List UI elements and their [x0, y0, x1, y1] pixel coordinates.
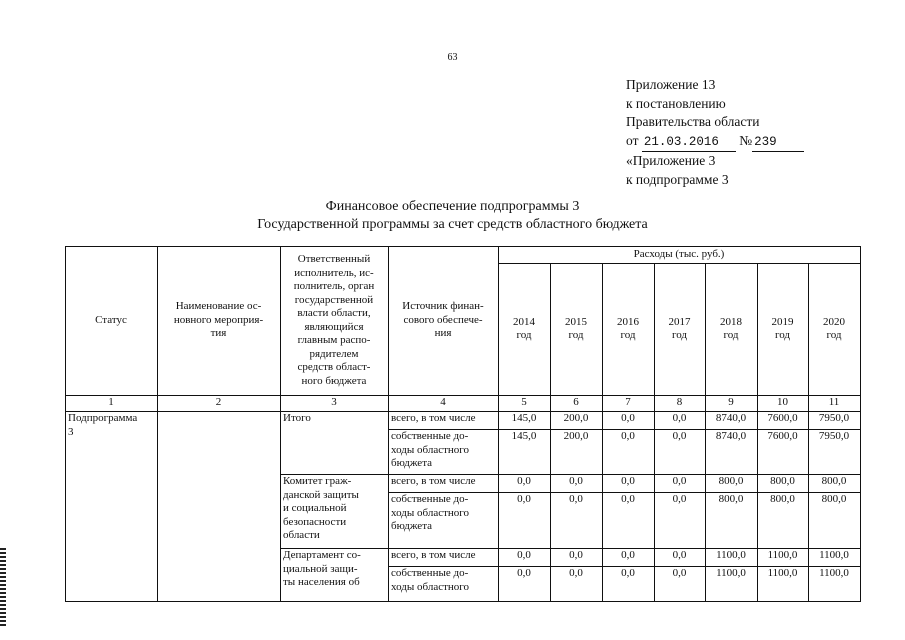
- value-cell: 800,0: [821, 475, 847, 487]
- column-number: 6: [573, 396, 579, 409]
- column-number: 10: [777, 396, 788, 409]
- column-number: 5: [521, 396, 527, 409]
- page-number: 63: [447, 52, 458, 63]
- value-cell: 1100,0: [767, 549, 798, 561]
- executor-cell: Комитет граж- данской защиты и социальной безопасности области: [283, 475, 359, 541]
- value-cell: 0,0: [672, 493, 687, 505]
- header-year: 2017 год: [668, 315, 691, 341]
- table-grid-line: [602, 263, 603, 602]
- value-cell: 0,0: [621, 549, 635, 561]
- title-line-1: Финансовое обеспечение подпрограммы 3: [325, 199, 580, 214]
- value-cell: 1100,0: [716, 567, 746, 579]
- header-year: 2016 год: [617, 315, 639, 341]
- value-cell: 8740,0: [715, 412, 747, 424]
- header-year: 2014 год: [513, 315, 535, 341]
- header-status: Статус: [95, 313, 127, 326]
- header-expenses: Расходы (тыс. руб.): [633, 247, 725, 260]
- column-number: 1: [108, 396, 114, 409]
- table-grid-line: [550, 263, 551, 602]
- column-number: 3: [331, 396, 337, 409]
- value-cell: 0,0: [569, 549, 583, 561]
- value-cell: 800,0: [770, 493, 795, 505]
- table-grid-line: [65, 246, 66, 602]
- column-number: 8: [676, 396, 683, 409]
- source-cell: собственные до- ходы областного: [391, 567, 470, 593]
- value-cell: 0,0: [569, 567, 583, 579]
- table-grid-line: [705, 263, 706, 602]
- value-cell: 8740,0: [715, 430, 747, 442]
- value-cell: 800,0: [770, 475, 795, 487]
- value-cell: 7950,0: [818, 430, 850, 442]
- document-title: [0, 198, 905, 234]
- value-cell: 0,0: [621, 430, 635, 442]
- column-number: 9: [728, 396, 734, 409]
- value-cell: 145,0: [511, 430, 537, 442]
- table-grid-line: [157, 246, 158, 602]
- value-cell: 0,0: [672, 412, 687, 424]
- header-year: 2020 год: [823, 315, 845, 341]
- value-cell: 0,0: [517, 493, 531, 505]
- source-cell: всего, в том числе: [391, 412, 476, 424]
- appendix-line-2: к постановлению: [626, 95, 726, 111]
- value-cell: 7950,0: [818, 412, 850, 424]
- title-line-2: Государственной программы за счет средств областного бюджета: [257, 217, 648, 232]
- column-number: 2: [215, 396, 222, 409]
- appendix-header: [626, 76, 804, 189]
- value-cell: 0,0: [517, 567, 531, 579]
- appendix-date: 21.03.2016: [642, 133, 736, 153]
- value-cell: 0,0: [672, 475, 687, 487]
- value-cell: 0,0: [672, 430, 687, 442]
- value-cell: 7600,0: [767, 412, 798, 424]
- value-cell: 0,0: [672, 567, 687, 579]
- value-cell: 1100,0: [767, 567, 798, 579]
- table-grid-line: [757, 263, 758, 602]
- value-cell: 800,0: [821, 493, 847, 505]
- value-cell: 0,0: [569, 493, 583, 505]
- column-number: 7: [625, 396, 631, 409]
- appendix-date-line: [626, 132, 804, 153]
- header-year: 2018 год: [720, 315, 742, 341]
- value-cell: 0,0: [621, 475, 635, 487]
- value-cell: 1100,0: [716, 549, 746, 561]
- appendix-line-1: Приложение 13: [626, 77, 716, 92]
- column-number: 4: [440, 396, 446, 409]
- value-cell: 0,0: [672, 549, 687, 561]
- value-cell: 0,0: [569, 475, 583, 487]
- appendix-line-5: «Приложение 3: [626, 153, 716, 168]
- value-cell: 0,0: [621, 567, 635, 579]
- appendix-line-3: Правительства области: [626, 114, 760, 129]
- value-cell: 0,0: [621, 412, 635, 424]
- appendix-number: 239: [752, 133, 804, 153]
- source-cell: всего, в том числе: [391, 475, 476, 487]
- value-cell: 0,0: [517, 475, 531, 487]
- header-executor: Ответственный исполнитель, ис- полнитель, орган государственной власти области, являющийся главным распо- рядителем средств област- ного бюджета: [293, 253, 375, 387]
- value-cell: 145,0: [511, 412, 537, 424]
- source-cell: всего, в том числе: [391, 549, 476, 561]
- header-year: 2019 год: [771, 315, 794, 341]
- value-cell: 800,0: [718, 475, 744, 487]
- value-cell: 0,0: [517, 549, 531, 561]
- value-cell: 0,0: [621, 493, 635, 505]
- header-year: 2015 год: [565, 315, 587, 341]
- value-cell: 200,0: [563, 430, 589, 442]
- value-cell: 200,0: [563, 412, 589, 424]
- header-measure: Наименование ос- новного мероприя- тия: [173, 300, 264, 340]
- appendix-number-sign: №: [739, 132, 753, 148]
- table-grid-line: [808, 263, 809, 602]
- value-cell: 7600,0: [767, 430, 798, 442]
- value-cell: 1100,0: [819, 567, 849, 579]
- executor-cell: Итого: [283, 412, 311, 424]
- executor-cell: Департамент со- циальной защи- ты населения об: [283, 549, 361, 588]
- scan-edge-mark: [0, 548, 6, 628]
- source-cell: собственные до- ходы областного бюджета: [391, 493, 470, 532]
- status-cell: Подпрограмма 3: [68, 412, 138, 438]
- column-number: 11: [828, 396, 840, 409]
- table-grid-line: [654, 263, 655, 602]
- header-source: Источник финан- сового обеспече- ния: [402, 300, 484, 340]
- source-cell: собственные до- ходы областного бюджета: [391, 430, 470, 469]
- appendix-line-6: к подпрограмме 3: [626, 171, 729, 187]
- appendix-from-word: от: [626, 132, 639, 148]
- value-cell: 800,0: [718, 493, 744, 505]
- value-cell: 1100,0: [819, 549, 849, 561]
